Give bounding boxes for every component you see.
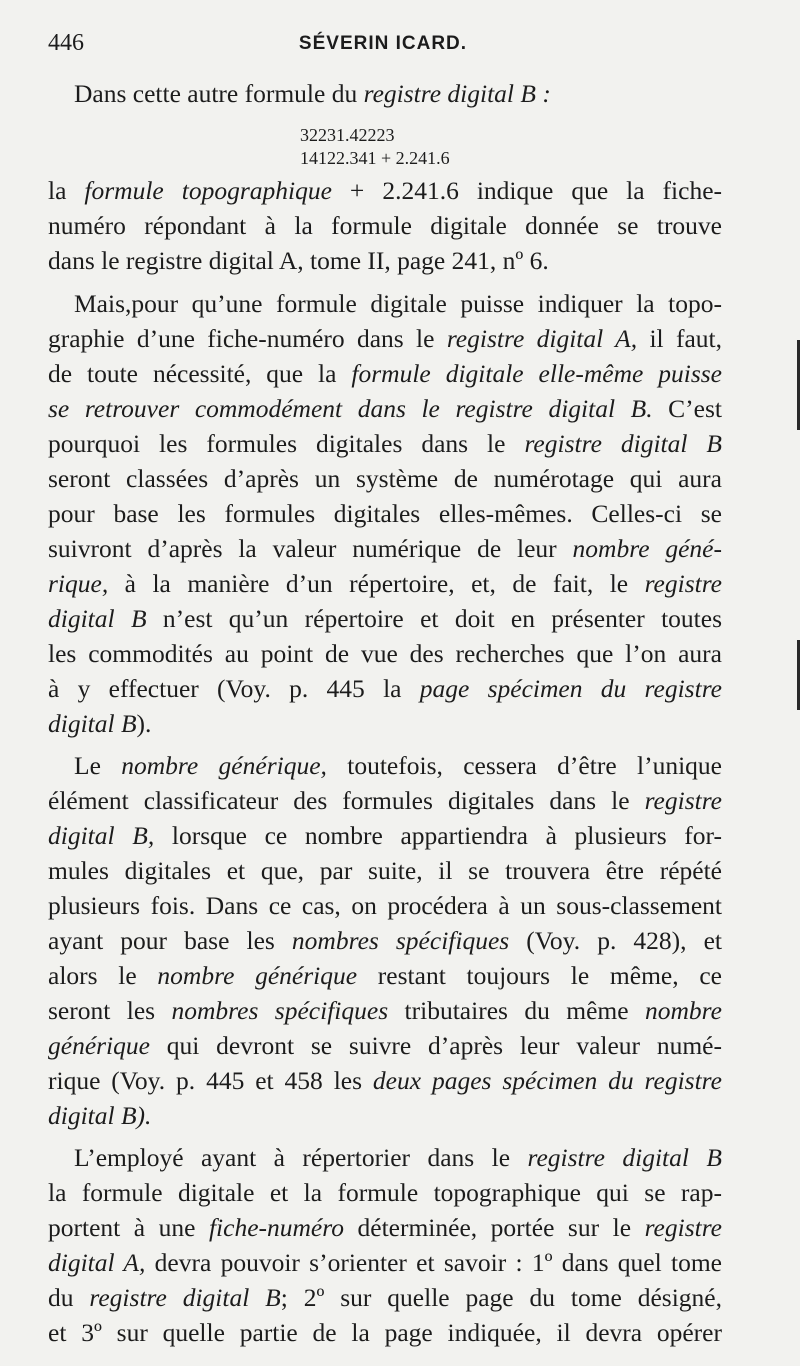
text-run: qui devront se suivre d’après leur valeur numé- xyxy=(149,1031,722,1060)
italic-text: registre digital B xyxy=(89,1283,281,1312)
text-run: portent à une xyxy=(48,1213,209,1242)
text-line xyxy=(48,888,722,924)
intro-line xyxy=(74,76,722,112)
text-run: ayant pour base les xyxy=(48,926,292,955)
text-run: devra pouvoir s’orienter et savoir : 1º dans quel tome xyxy=(145,1248,722,1277)
page-number: 446 xyxy=(48,30,84,56)
italic-text: digital B). xyxy=(48,1101,152,1130)
text-run: il faut, xyxy=(637,324,722,353)
text-line xyxy=(48,1210,722,1246)
italic-text: nombre géné- xyxy=(572,534,722,563)
text-run: mules digitales et que, par suite, il se trouvera être répété xyxy=(48,856,722,885)
text-run: tributaires du même xyxy=(388,996,646,1025)
italic-text: registre xyxy=(644,786,722,815)
text-line xyxy=(48,958,722,994)
italic-text: registre digital B xyxy=(524,429,723,458)
text-line xyxy=(74,1140,722,1176)
italic-text: rique, xyxy=(48,569,109,598)
text-run: à y effectuer (Voy. p. 445 la xyxy=(48,674,420,703)
italic-text: nombre générique xyxy=(157,961,358,990)
text-run: lorsque ce nombre appartiendra à plusieurs for- xyxy=(154,821,723,850)
text-run: et 3º sur quelle partie de la page indiquée, il devra opérer xyxy=(48,1318,722,1347)
text-line xyxy=(48,783,722,819)
text-run: Le xyxy=(74,751,122,780)
formula-denominator: 14122.341 + 2.241.6 xyxy=(300,148,450,168)
italic-text: générique xyxy=(48,1031,150,1060)
italic-text: nombre xyxy=(645,996,722,1025)
text-run: élément classificateur des formules digitales dans le xyxy=(48,786,645,815)
italic-text: deux pages spécimen du registre xyxy=(372,1066,722,1095)
text-line xyxy=(48,1245,722,1281)
text-run: ). xyxy=(136,709,152,738)
text-run: rique (Voy. p. 445 et 458 les xyxy=(48,1066,373,1095)
text-line xyxy=(48,1098,722,1134)
text-run: la xyxy=(48,176,85,205)
text-run: L’employé ayant à répertorier dans le xyxy=(74,1143,528,1172)
text-run: C’est xyxy=(652,394,723,423)
text-run: les commodités au point de vue des recherches que l’on aura xyxy=(48,639,722,668)
text-run: graphie d’une fiche-numéro dans le xyxy=(48,324,447,353)
text-line xyxy=(48,706,722,742)
intro-italic: registre digital B : xyxy=(363,79,551,108)
text-run: restant toujours le même, ce xyxy=(357,961,722,990)
text-line xyxy=(48,426,722,462)
text-run: seront classées d’après un système de numérotage qui aura xyxy=(48,464,722,493)
text-run: dans le registre digital A, tome II, page 241, nº 6. xyxy=(48,246,549,275)
italic-text: se retrouver commodément dans le registre digital B. xyxy=(48,394,653,423)
text-run: + 2.241.6 indique que la fiche- xyxy=(331,176,723,205)
text-line xyxy=(48,208,722,244)
text-run: pour base les formules digitales elles-mêmes. Celles-ci se xyxy=(48,499,722,528)
italic-text: registre xyxy=(644,569,722,598)
italic-text: formule topographique xyxy=(84,176,332,205)
italic-text: nombre générique, xyxy=(121,751,327,780)
text-run: alors le xyxy=(48,961,158,990)
text-line xyxy=(48,173,722,209)
text-line xyxy=(48,391,722,427)
italic-text: formule digitale elle-même puisse xyxy=(351,359,722,388)
text-line xyxy=(48,1280,722,1316)
text-line xyxy=(48,1063,722,1099)
italic-text: fiche-numéro xyxy=(208,1213,344,1242)
text-run: suivront d’après la valeur numérique de leur xyxy=(48,534,573,563)
text-line xyxy=(48,636,722,672)
italic-text: registre digital B xyxy=(527,1143,722,1172)
italic-text: registre xyxy=(644,1213,722,1242)
text-line xyxy=(48,601,722,637)
text-run: déterminée, portée sur le xyxy=(343,1213,645,1242)
page-header xyxy=(48,30,718,64)
text-line xyxy=(48,1315,722,1351)
italic-text: digital A, xyxy=(48,1248,146,1277)
text-run: à la manière d’un répertoire, et, de fait, le xyxy=(108,569,645,598)
text-line xyxy=(48,243,722,279)
italic-text: digital B, xyxy=(48,821,155,850)
text-line xyxy=(48,671,722,707)
text-line xyxy=(48,1175,722,1211)
text-run: ; 2º sur quelle page du tome désigné, xyxy=(280,1283,723,1312)
text-line xyxy=(48,853,722,889)
running-head: SÉVERIN ICARD. xyxy=(298,33,468,54)
italic-text: digital B xyxy=(48,604,147,633)
text-line xyxy=(48,1028,722,1064)
text-line xyxy=(48,993,722,1029)
italic-text: page spécimen du registre xyxy=(419,674,722,703)
text-line xyxy=(48,818,722,854)
text-run: numéro répondant à la formule digitale donnée se trouve xyxy=(48,211,722,240)
text-run: Mais,pour qu’une formule digitale puisse indiquer la topo- xyxy=(74,289,722,318)
text-line xyxy=(48,923,722,959)
text-line xyxy=(48,496,722,532)
italic-text: digital B xyxy=(48,709,137,738)
text-line xyxy=(74,748,722,784)
text-run: du xyxy=(48,1283,90,1312)
text-line xyxy=(48,461,722,497)
italic-text: nombres spécifiques xyxy=(171,996,389,1025)
italic-text: registre digital A, xyxy=(446,324,638,353)
text-run: seront les xyxy=(48,996,172,1025)
text-run: n’est qu’un répertoire et doit en présenter toutes xyxy=(146,604,723,633)
formula-numerator: 32231.42223 xyxy=(300,125,395,145)
text-run: toutefois, cessera d’être l’unique xyxy=(326,751,722,780)
text-line xyxy=(48,321,722,357)
text-run: de toute nécessité, que la xyxy=(48,359,352,388)
italic-text: nombres spécifiques xyxy=(291,926,510,955)
text-line xyxy=(48,531,722,567)
text-run: la formule digitale et la formule topographique qui se rap- xyxy=(48,1178,722,1207)
text-run: pourquoi les formules digitales dans le xyxy=(48,429,525,458)
text-run: (Voy. p. 428), et xyxy=(509,926,722,955)
text-line xyxy=(48,566,722,602)
text-run: plusieurs fois. Dans ce cas, on procédera à un sous-classement xyxy=(48,891,722,920)
intro-text: Dans cette autre formule du xyxy=(74,79,364,108)
text-line xyxy=(48,356,722,392)
text-line xyxy=(74,286,722,322)
